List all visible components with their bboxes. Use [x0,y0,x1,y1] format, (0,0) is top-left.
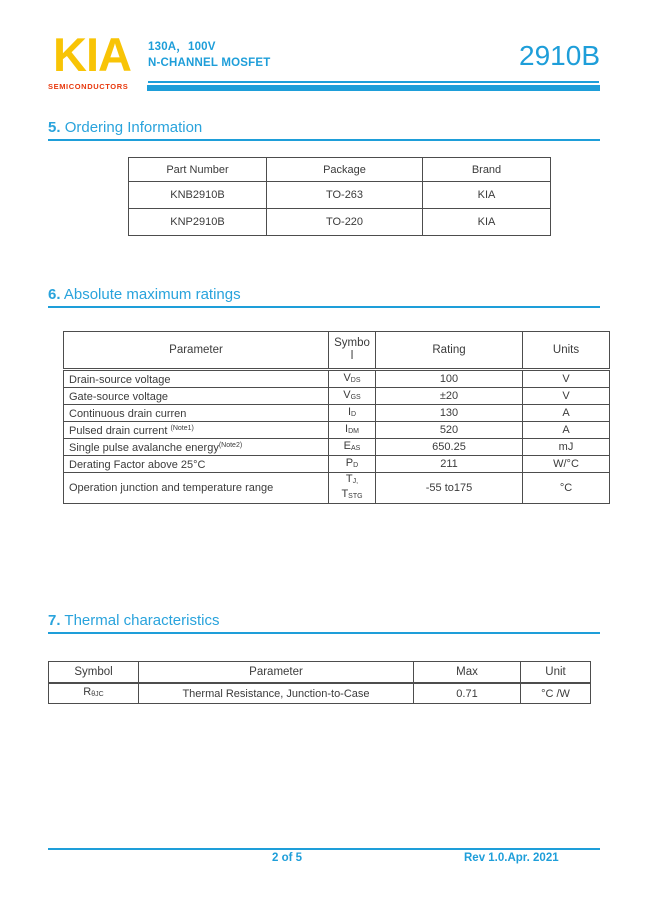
table-row [64,473,610,504]
rating-cell: 520 [376,422,523,439]
units-cell: °C [523,473,610,504]
col-brand: Brand [423,158,551,182]
units-cell: A [523,422,610,439]
section-number: 5. [48,119,61,136]
units-cell: V [523,388,610,405]
footer-rule [48,848,600,850]
section-title: Thermal characteristics [64,612,220,629]
units-cell: V [523,370,610,388]
table-row [64,370,610,388]
parameter-cell: Gate-source voltage [64,388,329,405]
part-number-title: 2910B [519,40,600,71]
spec-line-type: N-CHANNEL MOSFET [148,57,271,69]
col-parameter: Parameter [139,662,414,684]
parameter-cell: Drain-source voltage [64,370,329,388]
section-title: Ordering Information [64,119,203,136]
table-row [64,439,610,456]
table-row [64,405,610,422]
rating-cell: ±20 [376,388,523,405]
col-symbol: Symbol [49,662,139,684]
table-row [129,209,551,236]
revision-label: Rev 1.0.Apr. 2021 [464,852,559,864]
section-heading-ordering [48,119,600,136]
col-symbol: Symbol [329,332,376,370]
max-cell: 0.71 [414,683,521,704]
table-row [64,388,610,405]
page-indicator: 2 of 5 [272,852,303,864]
section-number: 6. [48,286,61,303]
spec-line-current-voltage: 130A，100V [148,41,216,53]
parameter-cell: Operation junction and temperature range [64,473,329,504]
symbol-cell: $E_{AS}$ [329,439,376,456]
section-heading-ratings [48,286,600,303]
section-title: Absolute maximum ratings [63,286,241,303]
section-rule [48,139,600,141]
part-number-cell: KNB2910B [129,182,267,209]
parameter-cell: Derating Factor above 25°C [64,456,329,473]
parameter-cell: Pulsed drain current $^{(Note1)}$ [64,422,329,439]
part-number-cell: KNP2910B [129,209,267,236]
col-rating: Rating [376,332,523,370]
device-spec [148,39,270,71]
units-cell: A [523,405,610,422]
header-rule-thin [148,81,599,83]
symbol-cell: $T_{J,}$ $T_{STG}$ [329,473,376,504]
package-cell: TO-220 [267,209,423,236]
table-row [64,422,610,439]
section-heading-thermal [48,612,600,629]
symbol-cell: $R_{\theta JC}$ [49,683,139,704]
rating-cell: -55 to175 [376,473,523,504]
col-parameter: Parameter [64,332,329,370]
table-header-row [49,662,591,684]
rating-cell: 650.25 [376,439,523,456]
parameter-cell: Thermal Resistance, Junction-to-Case [139,683,414,704]
brand-cell: KIA [423,209,551,236]
units-cell: mJ [523,439,610,456]
col-max: Max [414,662,521,684]
rating-cell: 100 [376,370,523,388]
absolute-maximum-ratings-table [63,331,610,504]
col-unit: Unit [521,662,591,684]
header-rule-thick [147,85,600,91]
col-package: Package [267,158,423,182]
col-units: Units [523,332,610,370]
symbol-cell: $I_{DM}$ [329,422,376,439]
section-rule [48,306,600,308]
symbol-cell: $I_D$ [329,405,376,422]
rating-cell: 130 [376,405,523,422]
table-header-row [129,158,551,182]
parameter-cell: Single pulse avalanche energy$^{(Note2)}$ [64,439,329,456]
brand-cell: KIA [423,182,551,209]
section-number: 7. [48,612,61,629]
table-row [129,182,551,209]
units-cell: W/°C [523,456,610,473]
table-header-row [64,332,610,370]
parameter-cell: Continuous drain curren [64,405,329,422]
unit-cell: °C /W [521,683,591,704]
thermal-characteristics-table [48,661,591,704]
col-part-number: Part Number [129,158,267,182]
symbol-cell: $V_{DS}$ [329,370,376,388]
kia-logo: KIA [53,28,131,81]
logo-subtext: SEMICONDUCTORS [48,82,129,91]
symbol-cell: $P_D$ [329,456,376,473]
ordering-table [128,157,551,236]
section-rule [48,632,600,634]
table-row [49,683,591,704]
package-cell: TO-263 [267,182,423,209]
table-row [64,456,610,473]
rating-cell: 211 [376,456,523,473]
symbol-cell: $V_{GS}$ [329,388,376,405]
